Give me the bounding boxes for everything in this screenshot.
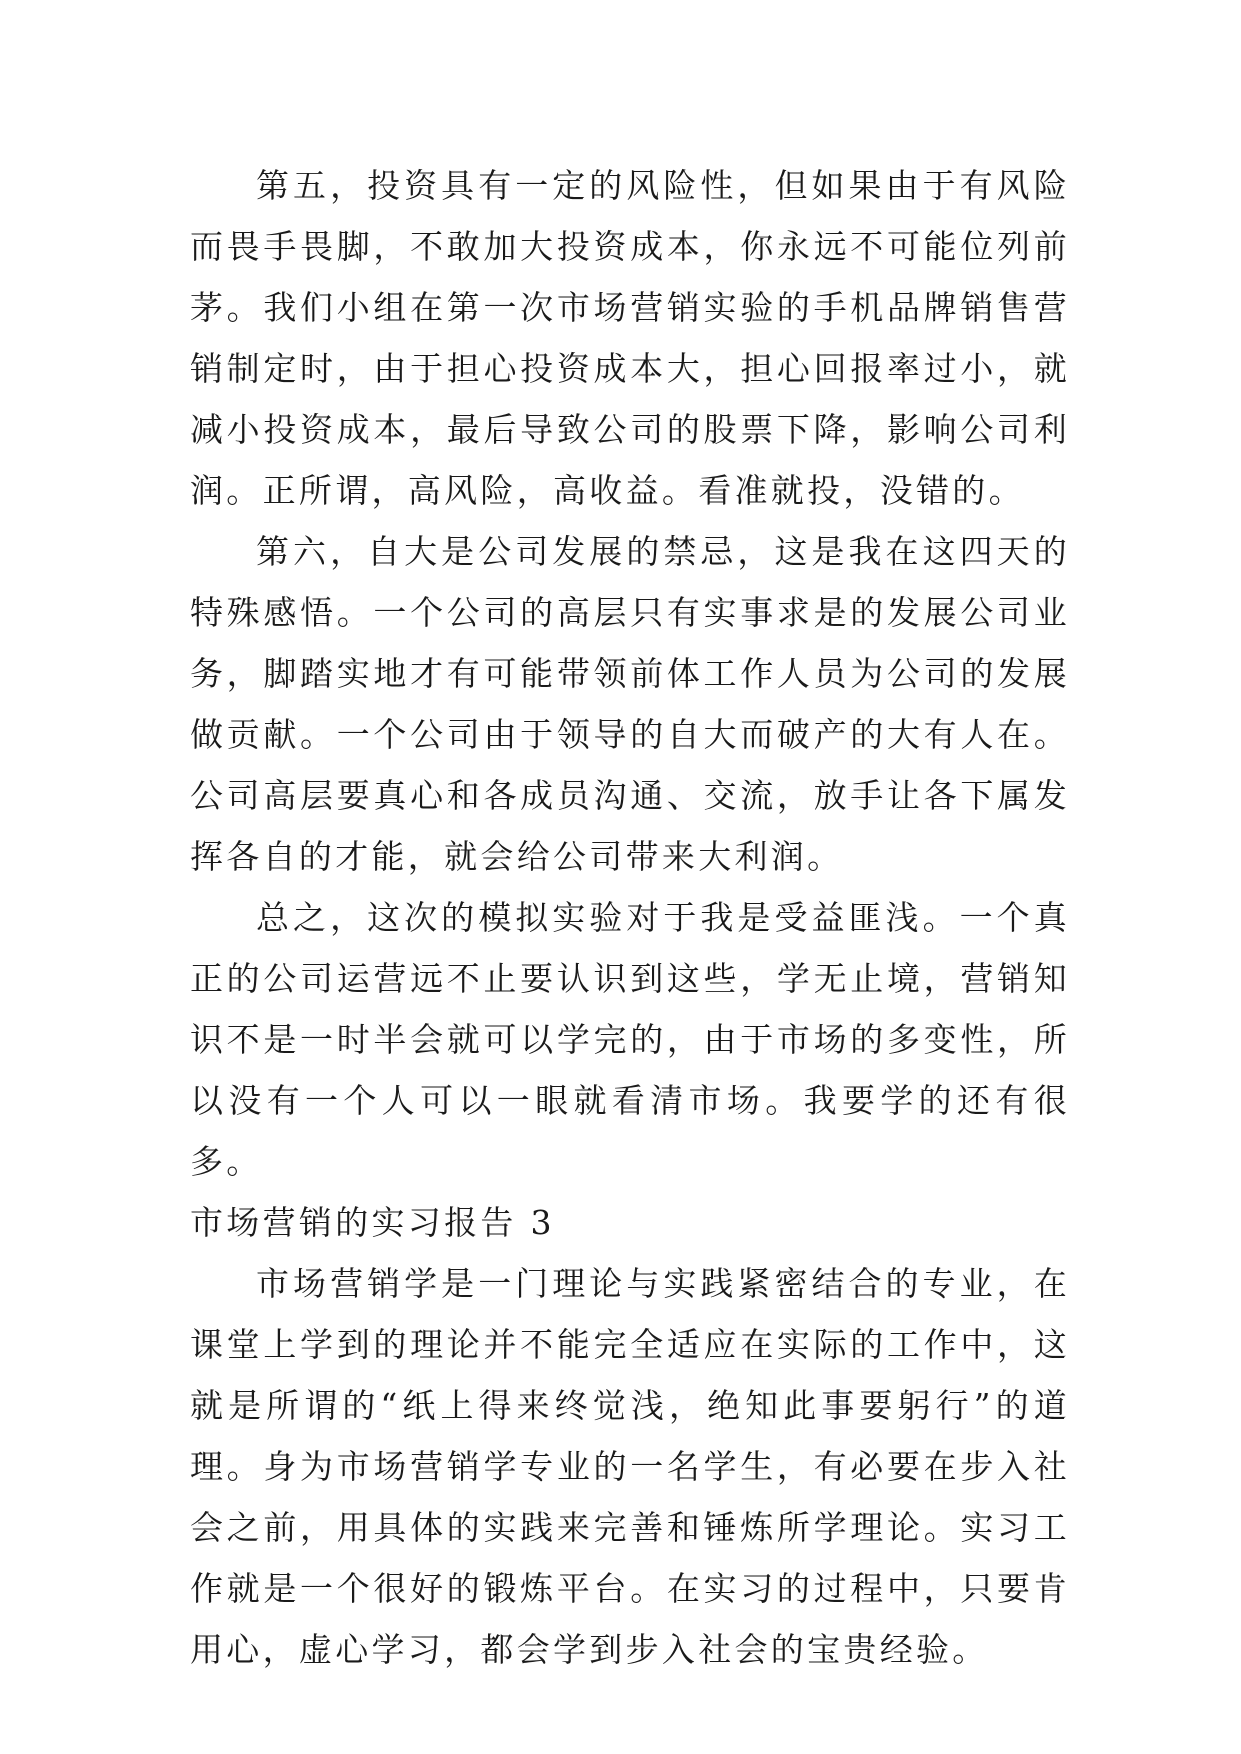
paragraph-conclusion: 总之，这次的模拟实验对于我是受益匪浅。一个真正的公司运营远不止要认识到这些，学无止境，营销知识不是一时半会就可以学完的，由于市场的多变性，所以没有一个人可以一眼就看清市场。我要学的还有很多。 — [190, 898, 1070, 1181]
paragraph-report-3-intro: 市场营销学是一门理论与实践紧密结合的专业，在课堂上学到的理论并不能完全适应在实际的工作中，这就是所谓的“纸上得来终觉浅，绝知此事要躬行”的道理。身为市场营销学专业的一名学生，有必要在步入社会之前，用具体的实践来完善和锤炼所学理论。实习工作就是一个很好的锻炼平台。在实习的过程中，只要肯用心，虚心学习，都会学到步入社会的宝贵经验。 — [190, 1264, 1070, 1669]
paragraph-fifth-point: 第五，投资具有一定的风险性，但如果由于有风险而畏手畏脚，不敢加大投资成本，你永远不可能位列前茅。我们小组在第一次市场营销实验的手机品牌销售营销制定时，由于担心投资成本大，担心回报率过小，就减小投资成本，最后导致公司的股票下降，影响公司利润。正所谓，高风险，高收益。看准就投，没错的。 — [190, 166, 1070, 510]
paragraph-sixth-point: 第六，自大是公司发展的禁忌，这是我在这四天的特殊感悟。一个公司的高层只有实事求是的发展公司业务，脚踏实地才有可能带领前体工作人员为公司的发展做贡献。一个公司由于领导的自大而破产的大有人在。公司高层要真心和各成员沟通、交流，放手让各下属发挥各自的才能，就会给公司带来大利润。 — [190, 532, 1070, 876]
section-heading: 市场营销的实习报告 3 — [190, 1203, 555, 1242]
document-body — [190, 155, 1070, 1680]
